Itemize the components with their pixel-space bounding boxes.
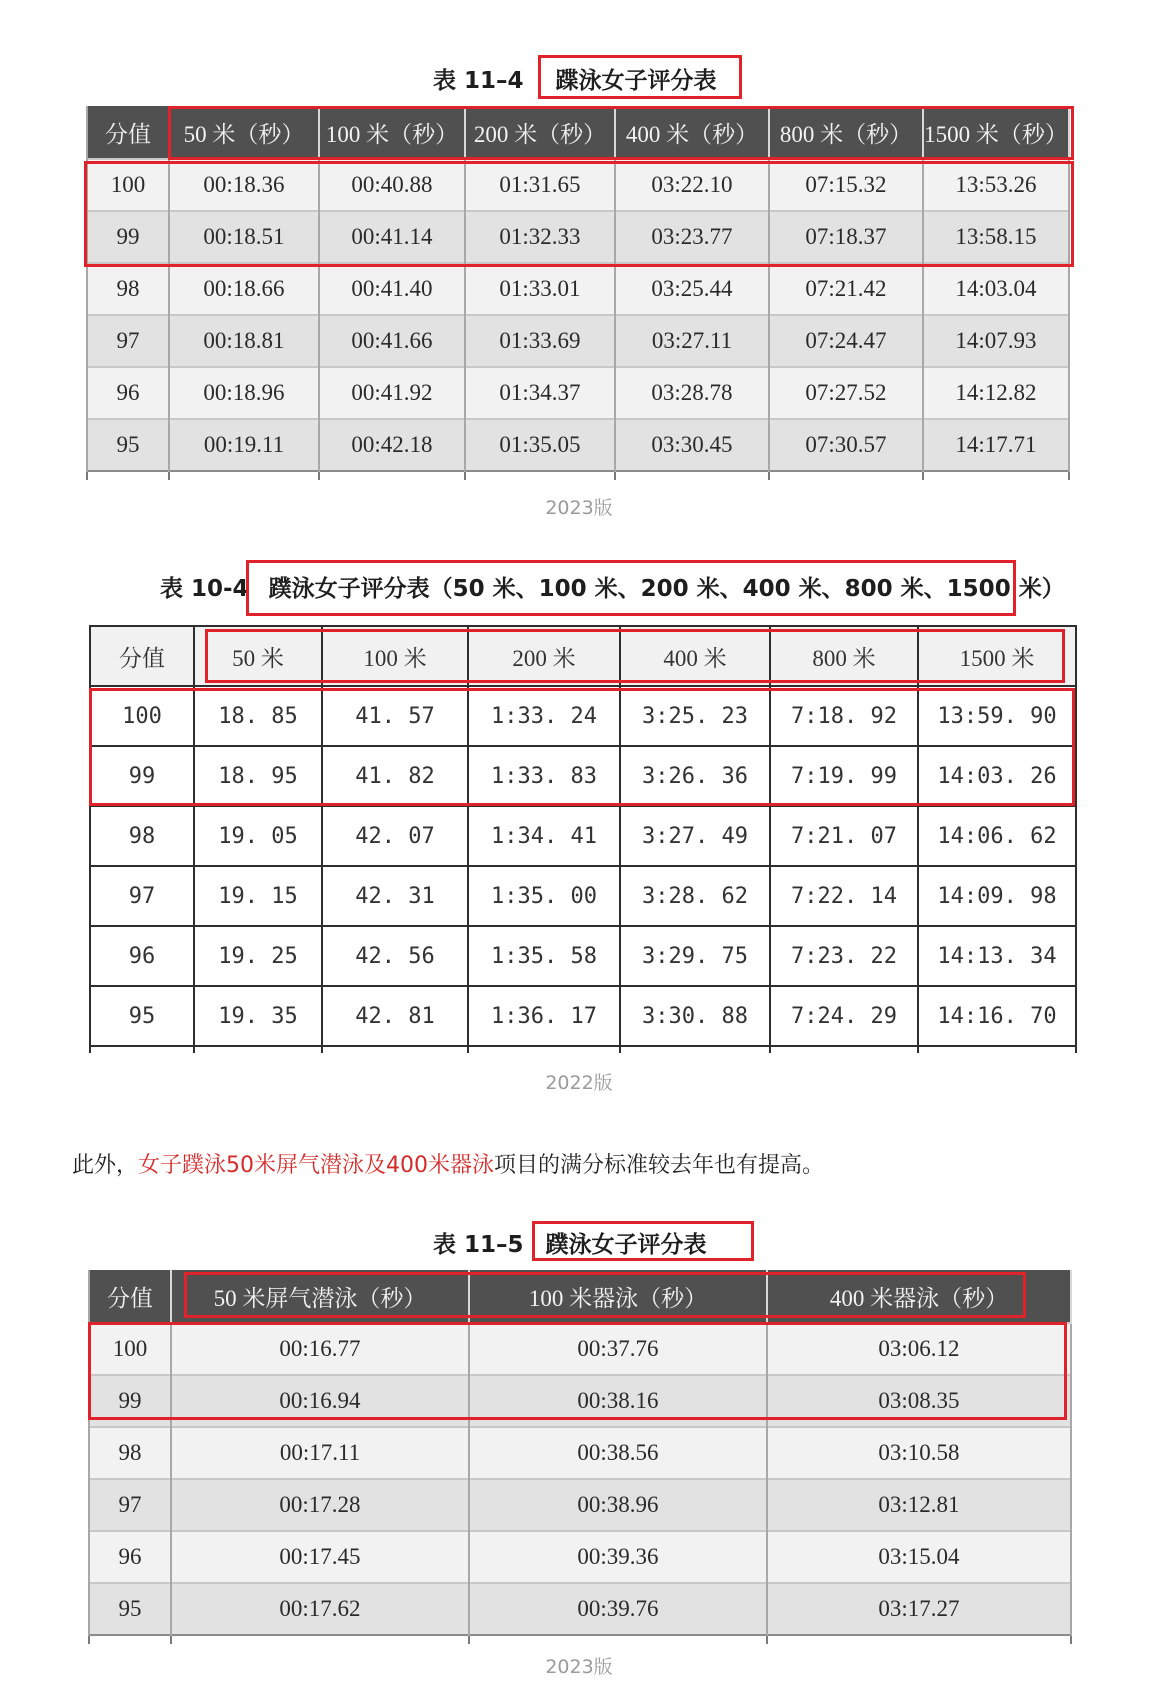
table-cell: 03:27.11 xyxy=(615,315,769,367)
table-cell: 100 xyxy=(87,159,169,211)
table2-title-main: 蹼泳女子评分表（50 米、100 米、200 米、400 米、800 米、1500 米） xyxy=(268,576,1065,602)
table-cell: 14:03.04 xyxy=(923,263,1069,315)
table-cell: 07:18.37 xyxy=(769,211,923,263)
table-cell: 01:33.69 xyxy=(465,315,615,367)
table-cell: 00:17.45 xyxy=(171,1531,469,1583)
table-cell: 95 xyxy=(87,419,169,471)
table2-rows-highlight-box xyxy=(89,688,1075,806)
table2-header-50m: 50 米 xyxy=(194,626,322,686)
table2-header-200m: 200 米 xyxy=(468,626,620,686)
table-cell: 00:16.77 xyxy=(171,1323,469,1375)
table-cell: 99 xyxy=(87,211,169,263)
table-cell: 98 xyxy=(90,806,194,866)
table2-header-score: 分值 xyxy=(90,626,194,686)
table-cell: 97 xyxy=(87,315,169,367)
table-cell: 100 xyxy=(89,1323,171,1375)
table-row xyxy=(90,806,1076,866)
table-cell: 00:18.36 xyxy=(169,159,319,211)
comparison-paragraph xyxy=(72,1148,824,1179)
table-cell: 7:22. 14 xyxy=(770,866,918,926)
table-cell: 03:08.35 xyxy=(767,1375,1071,1427)
table1-rows-highlight-box xyxy=(84,161,1074,267)
table1-title-prefix: 表 11–4 xyxy=(433,68,524,94)
table-cell: 1:36. 17 xyxy=(468,986,620,1046)
table-row-cutoff xyxy=(90,1046,1076,1053)
table-cell: 07:21.42 xyxy=(769,263,923,315)
table-cell: 99 xyxy=(89,1375,171,1427)
table-row xyxy=(89,1479,1071,1531)
table-cell: 14:16. 70 xyxy=(918,986,1076,1046)
table-cell: 3:28. 62 xyxy=(620,866,770,926)
table-row xyxy=(90,986,1076,1046)
table-cell: 14:06. 62 xyxy=(918,806,1076,866)
table2-header-highlight-box xyxy=(205,629,1065,683)
table-cell: 95 xyxy=(90,986,194,1046)
table-cell: 14:13. 34 xyxy=(918,926,1076,986)
table3-header-100m-immersion: 100 米器泳（秒） xyxy=(469,1270,767,1323)
table-cell: 03:25.44 xyxy=(615,263,769,315)
table1-header-200m: 200 米（秒） xyxy=(465,106,615,159)
table-cell: 13:53.26 xyxy=(923,159,1069,211)
table2-caption: 2022版 xyxy=(545,1072,613,1094)
table-cell: 98 xyxy=(87,263,169,315)
table1-title-main: 蹀泳女子评分表 xyxy=(555,68,717,94)
table-cell: 18. 95 xyxy=(194,746,322,806)
table1-header-800m: 800 米（秒） xyxy=(769,106,923,159)
table-cell: 41. 57 xyxy=(322,686,468,746)
table2-header-1500m: 1500 米 xyxy=(918,626,1076,686)
table-cell: 00:16.94 xyxy=(171,1375,469,1427)
table2-header-400m: 400 米 xyxy=(620,626,770,686)
table-cell: 95 xyxy=(89,1583,171,1635)
table-cell: 14:17.71 xyxy=(923,419,1069,471)
table2-header-800m: 800 米 xyxy=(770,626,918,686)
table-row xyxy=(87,419,1069,471)
table-cell: 00:38.56 xyxy=(469,1427,767,1479)
table-cell: 100 xyxy=(90,686,194,746)
table-cell: 03:22.10 xyxy=(615,159,769,211)
paragraph-highlight: 女子蹼泳50米屏气潜泳及400米器泳 xyxy=(138,1153,495,1178)
table-cell: 19. 35 xyxy=(194,986,322,1046)
table-row xyxy=(89,1427,1071,1479)
table-cell: 03:12.81 xyxy=(767,1479,1071,1531)
table-cell: 00:41.14 xyxy=(319,211,465,263)
table-cell: 00:17.62 xyxy=(171,1583,469,1635)
table-row-cutoff xyxy=(87,471,1069,480)
table-row xyxy=(87,263,1069,315)
table1-header-100m: 100 米（秒） xyxy=(319,106,465,159)
paragraph-tail: 项目的满分标准较去年也有提高。 xyxy=(494,1153,825,1178)
table-cell: 3:30. 88 xyxy=(620,986,770,1046)
table-cell: 13:58.15 xyxy=(923,211,1069,263)
table-cell: 3:26. 36 xyxy=(620,746,770,806)
table-cell: 00:17.11 xyxy=(171,1427,469,1479)
table3-header-highlight-box xyxy=(184,1272,1026,1318)
table-cell: 3:25. 23 xyxy=(620,686,770,746)
table-cell: 19. 15 xyxy=(194,866,322,926)
table-cell: 00:41.92 xyxy=(319,367,465,419)
table-cell: 18. 85 xyxy=(194,686,322,746)
table-cell: 03:28.78 xyxy=(615,367,769,419)
table-cell: 00:18.51 xyxy=(169,211,319,263)
table2-header-100m: 100 米 xyxy=(322,626,468,686)
table3-header-400m-immersion: 400 米器泳（秒） xyxy=(767,1270,1071,1323)
table-cell: 42. 07 xyxy=(322,806,468,866)
table-cell: 42. 31 xyxy=(322,866,468,926)
table-cell: 00:38.16 xyxy=(469,1375,767,1427)
table-cell: 99 xyxy=(90,746,194,806)
table-row-cutoff xyxy=(89,1635,1071,1644)
table-cell: 97 xyxy=(90,866,194,926)
table1-header-highlight-box xyxy=(168,106,1074,160)
table-cell: 01:35.05 xyxy=(465,419,615,471)
table-cell: 1:35. 58 xyxy=(468,926,620,986)
table-cell: 96 xyxy=(87,367,169,419)
table-cell: 96 xyxy=(90,926,194,986)
table-cell: 13:59. 90 xyxy=(918,686,1076,746)
table3-title-highlight-box xyxy=(532,1221,754,1261)
table-cell: 14:09. 98 xyxy=(918,866,1076,926)
table-cell: 00:40.88 xyxy=(319,159,465,211)
table-cell: 00:38.96 xyxy=(469,1479,767,1531)
table-cell: 7:24. 29 xyxy=(770,986,918,1046)
table-cell: 01:32.33 xyxy=(465,211,615,263)
table3-header-50m-apnea: 50 米屏气潜泳（秒） xyxy=(171,1270,469,1323)
table-cell: 1:35. 00 xyxy=(468,866,620,926)
table-cell: 03:06.12 xyxy=(767,1323,1071,1375)
table-cell: 07:15.32 xyxy=(769,159,923,211)
table-cell: 1:34. 41 xyxy=(468,806,620,866)
table-cell: 96 xyxy=(89,1531,171,1583)
table2-title-prefix: 表 10-4 xyxy=(160,576,249,602)
table-cell: 19. 05 xyxy=(194,806,322,866)
table-cell: 97 xyxy=(89,1479,171,1531)
table-cell: 07:27.52 xyxy=(769,367,923,419)
table-cell: 03:30.45 xyxy=(615,419,769,471)
table-cell: 00:42.18 xyxy=(319,419,465,471)
table-cell: 00:19.11 xyxy=(169,419,319,471)
table-row xyxy=(90,866,1076,926)
table-cell: 19. 25 xyxy=(194,926,322,986)
table-row xyxy=(87,315,1069,367)
table-cell: 00:39.36 xyxy=(469,1531,767,1583)
table-cell: 7:21. 07 xyxy=(770,806,918,866)
table-cell: 98 xyxy=(89,1427,171,1479)
table-cell: 07:30.57 xyxy=(769,419,923,471)
table-cell: 00:41.66 xyxy=(319,315,465,367)
table-cell: 00:18.81 xyxy=(169,315,319,367)
table-cell: 07:24.47 xyxy=(769,315,923,367)
table-cell: 7:23. 22 xyxy=(770,926,918,986)
table-cell: 14:07.93 xyxy=(923,315,1069,367)
table-cell: 42. 81 xyxy=(322,986,468,1046)
table-row xyxy=(89,1583,1071,1635)
table1-title-highlight-box xyxy=(538,55,742,99)
table3-title-main: 蹼泳女子评分表 xyxy=(545,1232,707,1258)
table-cell: 7:18. 92 xyxy=(770,686,918,746)
table1-header-400m: 400 米（秒） xyxy=(615,106,769,159)
table1-header-50m: 50 米（秒） xyxy=(169,106,319,159)
paragraph-lead: 此外， xyxy=(72,1153,139,1178)
table-cell: 41. 82 xyxy=(322,746,468,806)
table-cell: 00:39.76 xyxy=(469,1583,767,1635)
table-row xyxy=(87,367,1069,419)
table-cell: 3:29. 75 xyxy=(620,926,770,986)
table1-header-score: 分值 xyxy=(87,106,169,159)
table3-header-score: 分值 xyxy=(89,1270,171,1323)
table-row xyxy=(90,926,1076,986)
table3-title-prefix: 表 11–5 xyxy=(433,1232,524,1258)
table-cell: 14:12.82 xyxy=(923,367,1069,419)
table1-caption: 2023版 xyxy=(545,497,613,519)
table-cell: 1:33. 83 xyxy=(468,746,620,806)
table-cell: 42. 56 xyxy=(322,926,468,986)
table2-title-highlight-box xyxy=(246,560,1016,616)
table-cell: 3:27. 49 xyxy=(620,806,770,866)
table-cell: 00:18.66 xyxy=(169,263,319,315)
table-cell: 01:31.65 xyxy=(465,159,615,211)
table-cell: 00:41.40 xyxy=(319,263,465,315)
table-cell: 01:34.37 xyxy=(465,367,615,419)
table-cell: 03:15.04 xyxy=(767,1531,1071,1583)
table-cell: 7:19. 99 xyxy=(770,746,918,806)
table-cell: 03:23.77 xyxy=(615,211,769,263)
table-cell: 14:03. 26 xyxy=(918,746,1076,806)
table-cell: 01:33.01 xyxy=(465,263,615,315)
table-cell: 1:33. 24 xyxy=(468,686,620,746)
table-cell: 03:17.27 xyxy=(767,1583,1071,1635)
table-cell: 00:18.96 xyxy=(169,367,319,419)
table1-header-1500m: 1500 米（秒） xyxy=(923,106,1069,159)
table-row xyxy=(89,1531,1071,1583)
table-cell: 00:17.28 xyxy=(171,1479,469,1531)
table-cell: 00:37.76 xyxy=(469,1323,767,1375)
table3-caption: 2023版 xyxy=(545,1656,613,1678)
table-cell: 03:10.58 xyxy=(767,1427,1071,1479)
table3-rows-highlight-box xyxy=(88,1322,1067,1420)
